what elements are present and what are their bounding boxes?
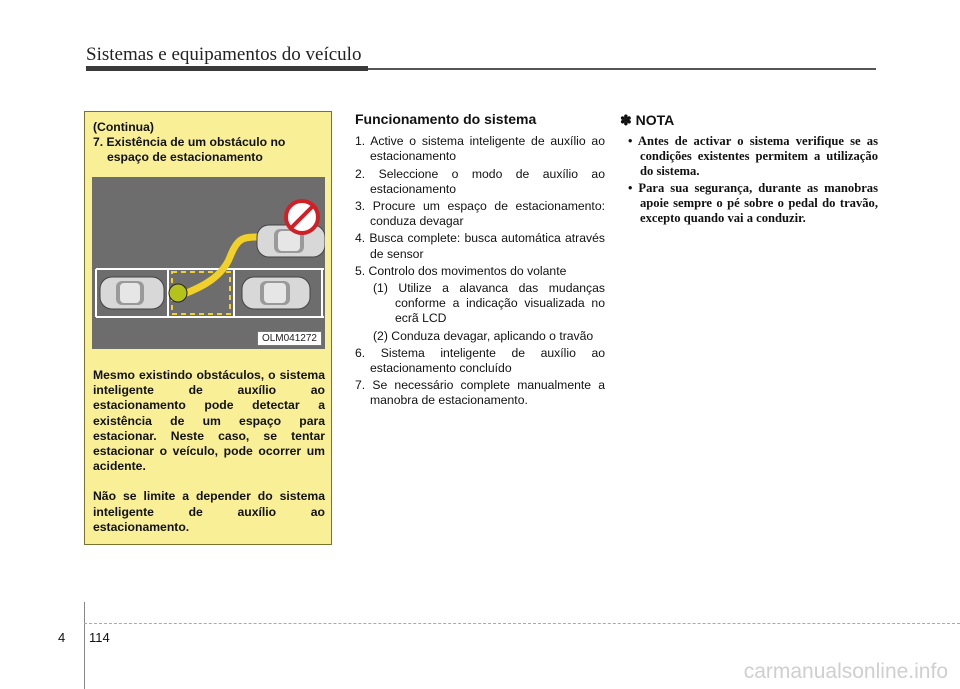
caution-heading bbox=[93, 120, 325, 165]
note-section bbox=[620, 112, 878, 227]
operation-step-3: 3. Procure um espaço de estacionamento: conduza devagar bbox=[355, 199, 605, 229]
operation-title: Funcionamento do sistema bbox=[355, 111, 537, 127]
caution-paragraph-1: Mesmo existindo obstáculos, o sistema inteligente de auxílio ao estacionamento pode detectar a existência de um espaço para estacionar. Neste caso, se tentar estacionar o veículo, pode ocorrer um acidente. bbox=[93, 368, 325, 474]
parked-car-left-icon bbox=[100, 277, 164, 309]
footer-vertical-rule bbox=[84, 602, 85, 689]
operation-section bbox=[355, 112, 605, 411]
note-bullet-1: • Antes de activar o sistema verifique se as condições existentes permitem a utilização do sistema. bbox=[628, 134, 878, 179]
image-code-label: OLM041272 bbox=[257, 331, 322, 346]
header-bar bbox=[86, 66, 368, 71]
parking-scene-graphic bbox=[92, 177, 325, 349]
operation-step-7: 7. Se necessário complete manualmente a manobra de estacionamento. bbox=[355, 378, 605, 408]
operation-substep-1: (1) Utilize a alavanca das mudanças conforme a indicação visualizada no ecrã LCD bbox=[373, 281, 605, 326]
prohibition-icon bbox=[286, 201, 318, 233]
operation-step-6: 6. Sistema inteligente de auxílio ao estacionamento concluído bbox=[355, 345, 605, 376]
note-bullet-2: • Para sua segurança, durante as manobras apoie sempre o pé sobre o pedal do travão, excepto quando vai a conduzir. bbox=[628, 180, 878, 226]
continued-label: (Continua) bbox=[93, 120, 154, 134]
caution-text bbox=[93, 368, 325, 550]
caution-item-title: 7. Existência de um obstáculo no espaço de estacionamento bbox=[93, 135, 286, 164]
header-title: Sistemas e equipamentos do veículo bbox=[86, 44, 362, 65]
caution-paragraph-2: Não se limite a depender do sistema inteligente de auxílio ao estacionamento. bbox=[93, 489, 325, 534]
caution-box bbox=[84, 111, 332, 545]
page-number: 114 bbox=[89, 630, 110, 645]
parking-illustration bbox=[92, 177, 325, 349]
header-rule bbox=[368, 68, 876, 70]
operation-step-5: 5. Controlo dos movimentos do volante bbox=[355, 263, 567, 278]
operation-step-2: 2. Seleccione o modo de auxílio ao estacionamento bbox=[355, 166, 605, 196]
note-title: ✽ NOTA bbox=[620, 112, 675, 128]
footer-dashed-rule bbox=[84, 623, 960, 624]
chapter-number: 4 bbox=[58, 630, 66, 645]
watermark-text: carmanualsonline.info bbox=[743, 660, 948, 683]
operation-step-4: 4. Busca complete: busca automática através de sensor bbox=[355, 231, 605, 261]
operation-substep-2: (2) Conduza devagar, aplicando o travão bbox=[373, 328, 594, 343]
operation-step-1: 1. Active o sistema inteligente de auxílio ao estacionamento bbox=[355, 134, 605, 164]
parked-car-right-icon bbox=[242, 277, 310, 309]
target-marker-icon bbox=[169, 284, 187, 302]
